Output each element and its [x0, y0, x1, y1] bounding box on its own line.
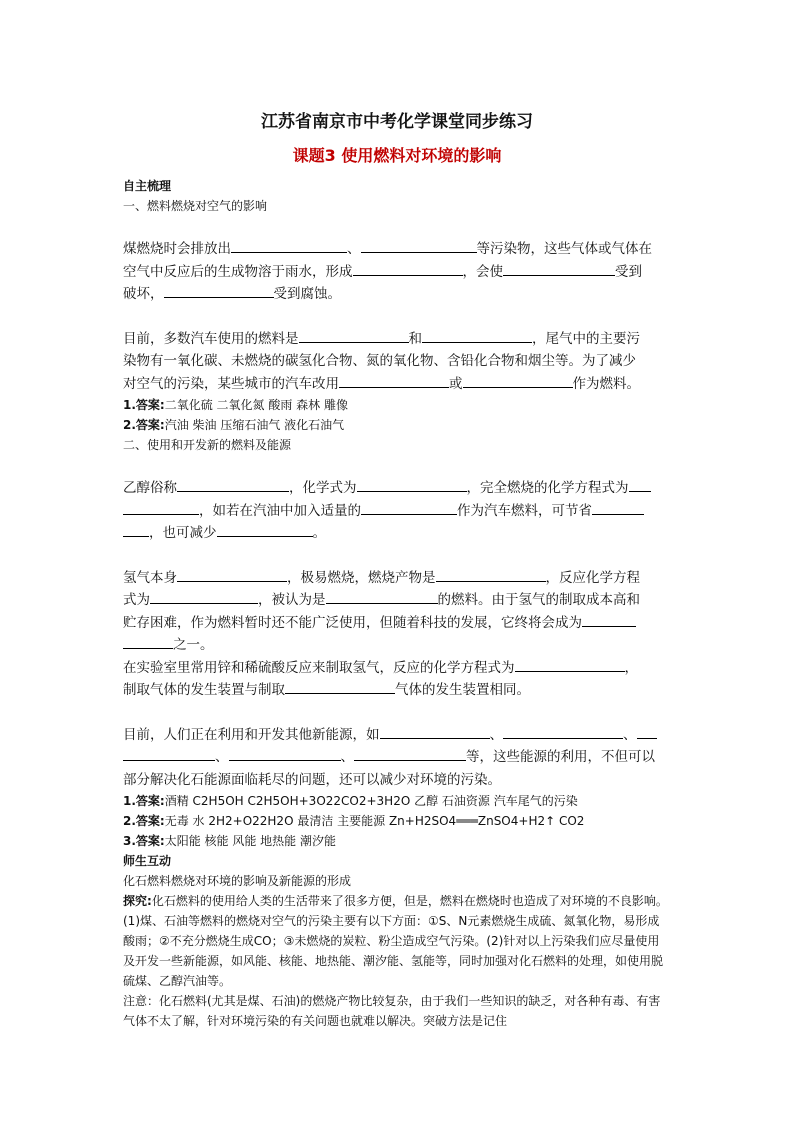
section-heading-interaction: 师生互动 [123, 854, 172, 868]
answer-blank[interactable] [592, 500, 644, 515]
document-page [123, 108, 671, 1031]
answer-blank[interactable] [629, 477, 651, 492]
answer-blank[interactable] [123, 522, 149, 537]
paragraph-coal: 煤燃烧时会排放出 、 等污染物，这些气体或气体在 空气中反应后的生成物溶于雨水，形成 ，会使 受到 破坏， 受到腐蚀。 [123, 238, 671, 306]
answer-blank[interactable] [380, 724, 490, 739]
answer-blank[interactable] [123, 500, 199, 515]
answer-blank[interactable] [123, 634, 173, 649]
answer-blank[interactable] [463, 373, 573, 388]
note-paragraph: 注意：化石燃料(尤其是煤、石油)的燃烧产物比较复杂，由于我们一些知识的缺乏，对各种有毒、有害气体不太了解，针对环境污染的有关问题也就难以解决。突破方法是记住 [123, 994, 661, 1028]
answer-blank[interactable] [231, 238, 347, 253]
answer-line: 3.答案:太阳能 核能 风能 地热能 潮汐能 [123, 834, 336, 848]
answer-blank[interactable] [150, 589, 258, 604]
topic-line: 化石燃料燃烧对环境的影响及新能源的形成 [123, 874, 352, 888]
answer-blank[interactable] [582, 612, 636, 627]
answer-blank[interactable] [361, 238, 477, 253]
lesson-subtitle: 课题3 使用燃料对环境的影响 [292, 146, 502, 165]
answer-blank[interactable] [285, 679, 395, 694]
answer-blank[interactable] [503, 724, 623, 739]
part1-title: 一、燃料燃烧对空气的影响 [123, 199, 268, 213]
answer-blank[interactable] [123, 746, 215, 761]
answer-blank[interactable] [177, 567, 287, 582]
section-heading-self-study: 自主梳理 [123, 179, 172, 193]
paragraph-ethanol: 乙醇俗称 ，化学式为 ，完全燃烧的化学方程式为 ，如若在汽油中加入适量的 作为汽车燃料，可节省 ，也可减少 。 [123, 477, 671, 545]
answer-blank[interactable] [515, 657, 625, 672]
answer-blank[interactable] [354, 746, 466, 761]
answer-line: 1.答案:二氧化硫 二氧化氮 酸雨 森林 雕像 [123, 398, 348, 412]
answer-blank[interactable] [177, 477, 289, 492]
answer-blank[interactable] [637, 724, 657, 739]
paragraph-new-energy: 目前，人们正在利用和开发其他新能源，如 、 、 、 、 等，这些能源的利用，不但可以 部分解决化石能源面临耗尽的问题，还可以减少对环境的污染。 [123, 724, 671, 792]
answer-blank[interactable] [229, 746, 341, 761]
answer-blank[interactable] [436, 567, 546, 582]
answer-line: 1.答案:酒精 C2H5OH C2H5OH+3O22CO2+3H2O 乙醇 石油资源 汽车尾气的污染 [123, 794, 578, 808]
answer-blank[interactable] [357, 477, 467, 492]
answer-blank[interactable] [361, 500, 457, 515]
answer-blank[interactable] [503, 261, 615, 276]
part2-title: 二、使用和开发新的燃料及能源 [123, 438, 292, 452]
answer-blank[interactable] [164, 283, 274, 298]
answer-blank[interactable] [217, 522, 313, 537]
answer-blank[interactable] [339, 373, 449, 388]
answer-blank[interactable] [299, 328, 409, 343]
answer-blank[interactable] [422, 328, 532, 343]
explore-paragraph: 探究:化石燃料的使用给人类的生活带来了很多方便，但是，燃料在燃烧时也造成了对环境的不良影响。(1)煤、石油等燃料的燃烧对空气的污染主要有以下方面：①S、N元素燃烧生成硫、氮氧化物，易形成酸雨；②不充分燃烧生成CO；③未燃烧的炭粒、粉尘造成空气污染。(2)针对以上污染我们应尽量使用及开发一些新能源，如风能、核能、地热能、潮汐能、氢能等，同时加强对化石燃料的处理，如使用脱硫煤、乙醇汽油等。 [123, 894, 668, 988]
answer-line: 2.答案:汽油 柴油 压缩石油气 液化石油气 [123, 418, 345, 432]
paragraph-hydrogen: 氢气本身 ，极易燃烧，燃烧产物是 ，反应化学方程 式为 ，被认为是 的燃料。由于氢气的制取成本高和 贮存困难，作为燃料暂时还不能广泛使用，但随着科技的发展，它终将会成为 之一。 在实验室里常用锌和稀硫酸反应来制取氢气，反应的化学方程式为 ， 制取气体的发生装置与制取 气体的发生装置相同。 [123, 567, 671, 702]
paragraph-vehicle-fuel: 目前，多数汽车使用的燃料是 和 ，尾气中的主要污 染物有一氧化碳、未燃烧的碳氢化合物、氮的氧化物、含铅化合物和烟尘等。为了减少 对空气的污染，某些城市的汽车改用 或 作为燃料。 [123, 328, 671, 396]
page-title: 江苏省南京市中考化学课堂同步练习 [261, 112, 533, 132]
answer-blank[interactable] [326, 589, 438, 604]
answer-line: 2.答案:无毒 水 2H2+O22H2O 最清洁 主要能源 Zn+H2SO4═══ZnSO4+H2↑ CO2 [123, 814, 585, 828]
answer-blank[interactable] [353, 261, 463, 276]
